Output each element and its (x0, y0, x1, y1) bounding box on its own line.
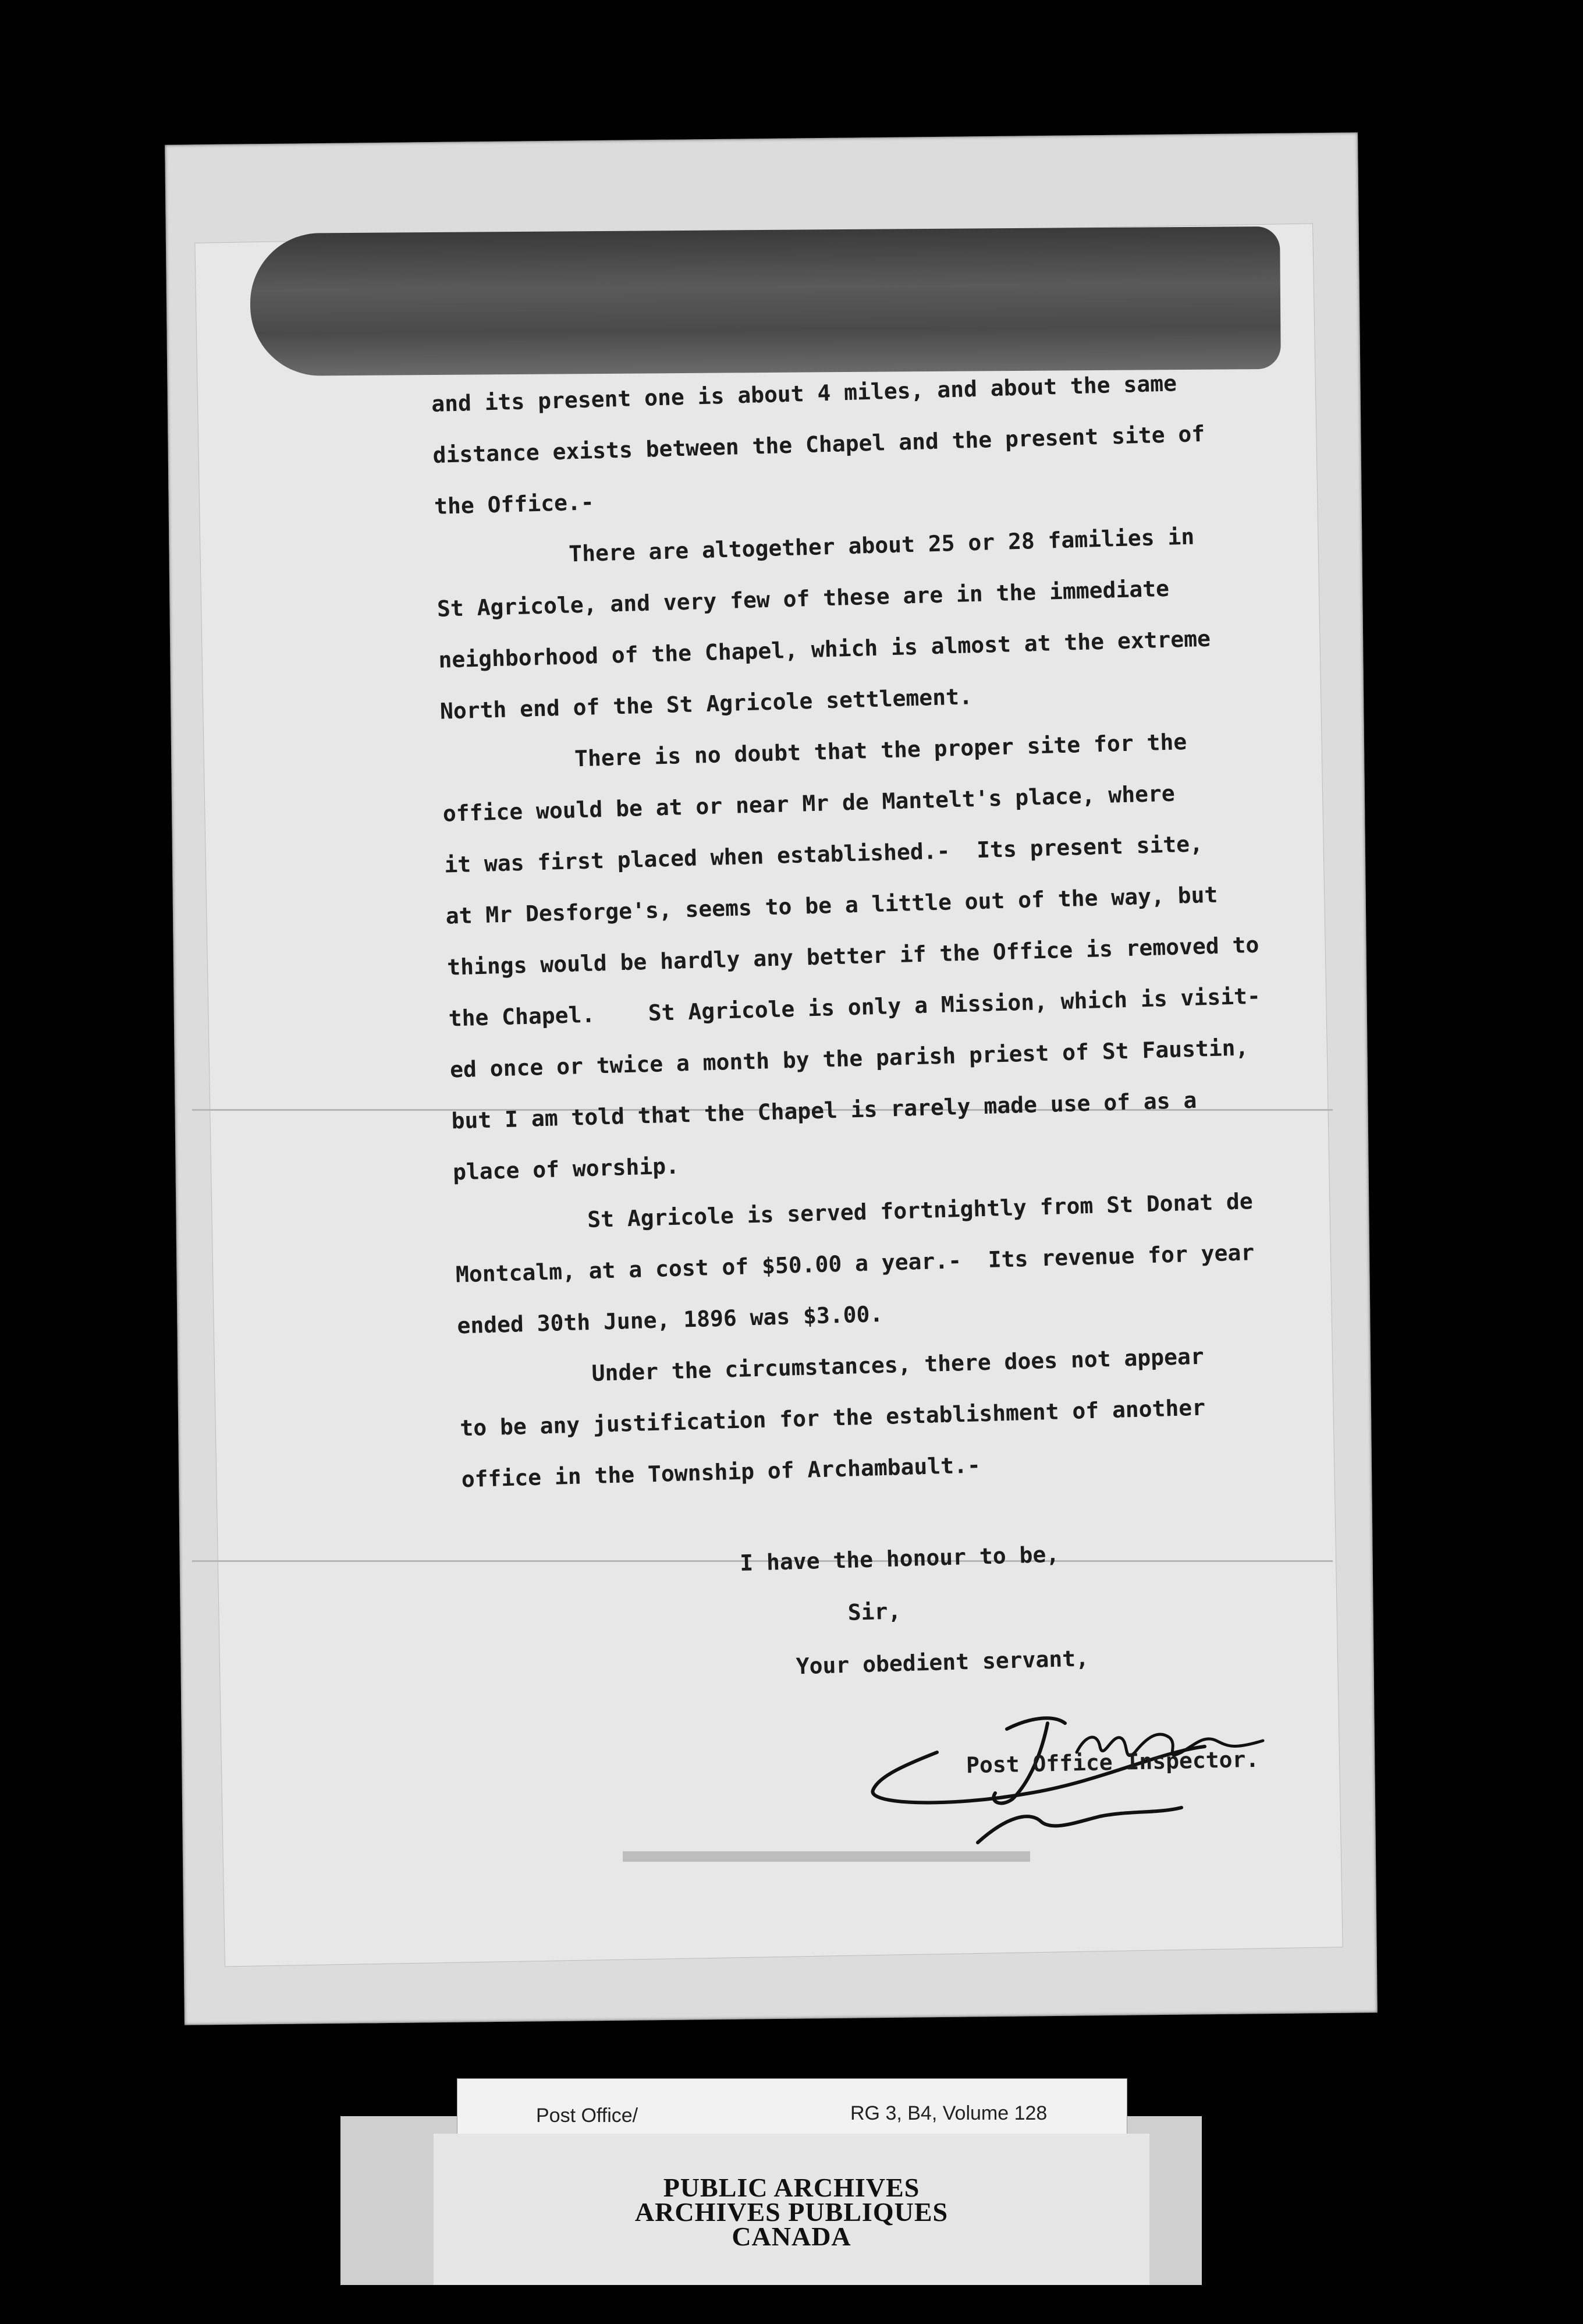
faint-stamp-mark (617, 1840, 1036, 1875)
letter-line: ed once or twice a month by the parish priest of St Faustin, (449, 1035, 1249, 1083)
letter-line: St Agricole, and very few of these are in the immediate (436, 575, 1170, 622)
letter-line: Under the circumstances, there does not appear (458, 1343, 1205, 1390)
letter-line: St Agricole is served fortnightly from St Donat de (453, 1188, 1254, 1237)
letter-line: and its present one is about 4 miles, and about the same (431, 370, 1177, 417)
record-reference: RG 3, B4, Volume 128 (850, 2102, 1048, 2124)
folded-header-band (250, 226, 1281, 376)
letter-line: ended 30th June, 1896 was $3.00. (456, 1301, 883, 1339)
archives-line: ARCHIVES PUBLIQUES (634, 2197, 949, 2227)
department-en: Post Office/ (536, 2105, 638, 2127)
letter-line: it was first placed when established.- Its present site, (443, 831, 1204, 878)
letter-line: office would be at or near Mr de Mantelt's place, where (442, 780, 1176, 827)
letter-closing (739, 1527, 1089, 1694)
letter-body (431, 355, 1311, 1505)
letter-line: place of worship. (452, 1153, 680, 1185)
letter-line: things would be hardly any better if the Office is removed to (446, 931, 1259, 980)
letter-line: distance exists between the Chapel and the present site of (432, 420, 1205, 468)
letter-line: There are altogether about 25 or 28 families in (435, 523, 1195, 571)
letter-line: to be any justification for the establishment of another (459, 1394, 1206, 1441)
closing-line: I have the honour to be, (739, 1541, 1060, 1576)
letter-line: at Mr Desforge's, seems to be a little out of the way, but (445, 881, 1218, 929)
letter-line: Montcalm, at a cost of $50.00 a year.- Its revenue for year (455, 1239, 1255, 1288)
closing-line: Sir, (741, 1598, 901, 1628)
signature-title: Post Office Inspector. (966, 1746, 1259, 1779)
archives-stamp-strip (434, 2134, 1149, 2285)
archives-stamp (434, 2173, 1149, 2251)
letter-line: the Chapel. St Agricole is only a Mission, which is visit- (448, 983, 1261, 1032)
letter-line: the Office.- (434, 489, 595, 519)
letter-line: office in the Township of Archambault.- (461, 1452, 981, 1493)
archives-line: CANADA (732, 2222, 851, 2251)
letter-line: There is no doubt that the proper site for the (441, 728, 1187, 775)
closing-line: Your obedient servant, (742, 1645, 1089, 1681)
letter-line: neighborhood of the Chapel, which is almost at the extreme (438, 625, 1211, 673)
archives-line: PUBLIC ARCHIVES (663, 2173, 920, 2202)
letter-line: North end of the St Agricole settlement. (439, 683, 973, 724)
letter-line: but I am told that the Chapel is rarely made use of as a (451, 1087, 1197, 1134)
